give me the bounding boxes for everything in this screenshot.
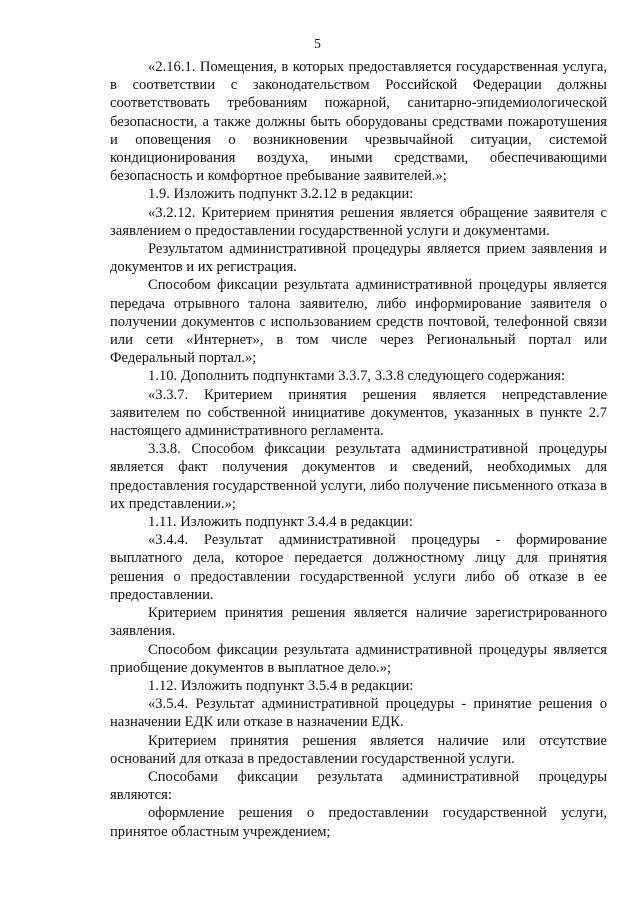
paragraph-3-2-12: «3.2.12. Критерием принятия решения является обращение заявителя с заявлением о предоставлении государственной услуги и документами. — [110, 204, 607, 239]
paragraph-refusal-grounds: Критерием принятия решения является наличие или отсутствие оснований для отказа в предоставлении государственной услуги. — [110, 732, 607, 767]
paragraph-decision-issued: оформление решения о предоставлении государственной услуги, принятое областным учреждением; — [110, 805, 607, 840]
document-body — [110, 58, 607, 841]
paragraph-fixation-method: Способом фиксации результата административной процедуры является передача отрывного талона заявителю, либо информирование заявителя о получении документов с использованием средств почтовой, телефонной связи или сети «Интернет», в том числе через Региональный портал или Федеральный портал.»; — [110, 277, 607, 367]
paragraph-1-11: 1.11. Изложить подпункт 3.4.4 в редакции: — [148, 514, 413, 531]
paragraph-attach-documents: Способом фиксации результата административной процедуры является приобщение документов в выплатное дело.»; — [110, 641, 607, 676]
paragraph-3-3-8: 3.3.8. Способом фиксации результата административной процедуры является факт получения документов и сведений, необходимых для предоставления государственной услуги, либо получение письменного отказа в их представлении.»; — [110, 441, 607, 512]
page-number: 5 — [314, 36, 321, 51]
paragraph-3-5-4: «3.5.4. Результат административной процедуры - принятие решения о назначении ЕДК или отказе в назначении ЕДК. — [110, 696, 607, 731]
paragraph-decision-criterion: Критерием принятия решения является наличие зарегистрированного заявления. — [110, 605, 607, 640]
paragraph-1-9: 1.9. Изложить подпункт 3.2.12 в редакции: — [148, 186, 414, 203]
paragraph-result-registration: Результатом административной процедуры является прием заявления и документов и их регистрация. — [110, 241, 607, 276]
paragraph-1-12: 1.12. Изложить подпункт 3.5.4 в редакции: — [148, 677, 414, 694]
paragraph-1-10: 1.10. Дополнить подпунктами 3.3.7, 3.3.8 следующего содержания: — [148, 368, 566, 385]
paragraph-3-3-7: «3.3.7. Критерием принятия решения является непредставление заявителем по собственной инициативе документов, указанных в пункте 2.7 настоящего административного регламента. — [110, 386, 607, 440]
paragraph-2-16-1: «2.16.1. Помещения, в которых предоставляется государственная услуга, в соответствии с законодательством Российской Федерации должны соответствовать требованиям пожарной, санитарно-эпидемиологической безопасности, а также должны быть оборудованы средствами пожаротушения и оповещения о возникновении чрезвычайной ситуации, системой кондиционирования воздуха, иными средствами, обеспечивающими безопасность и комфортное пребывание заявителей.»; — [110, 59, 607, 185]
paragraph-fixation-methods: Способами фиксации результата административной процедуры являются: — [110, 768, 607, 804]
paragraph-3-4-4: «3.4.4. Результат административной процедуры - формирование выплатного дела, которое передается должностному лицу для принятия решения о предоставлении государственной услуги либо об отказе в ее предоставлении. — [110, 532, 607, 603]
